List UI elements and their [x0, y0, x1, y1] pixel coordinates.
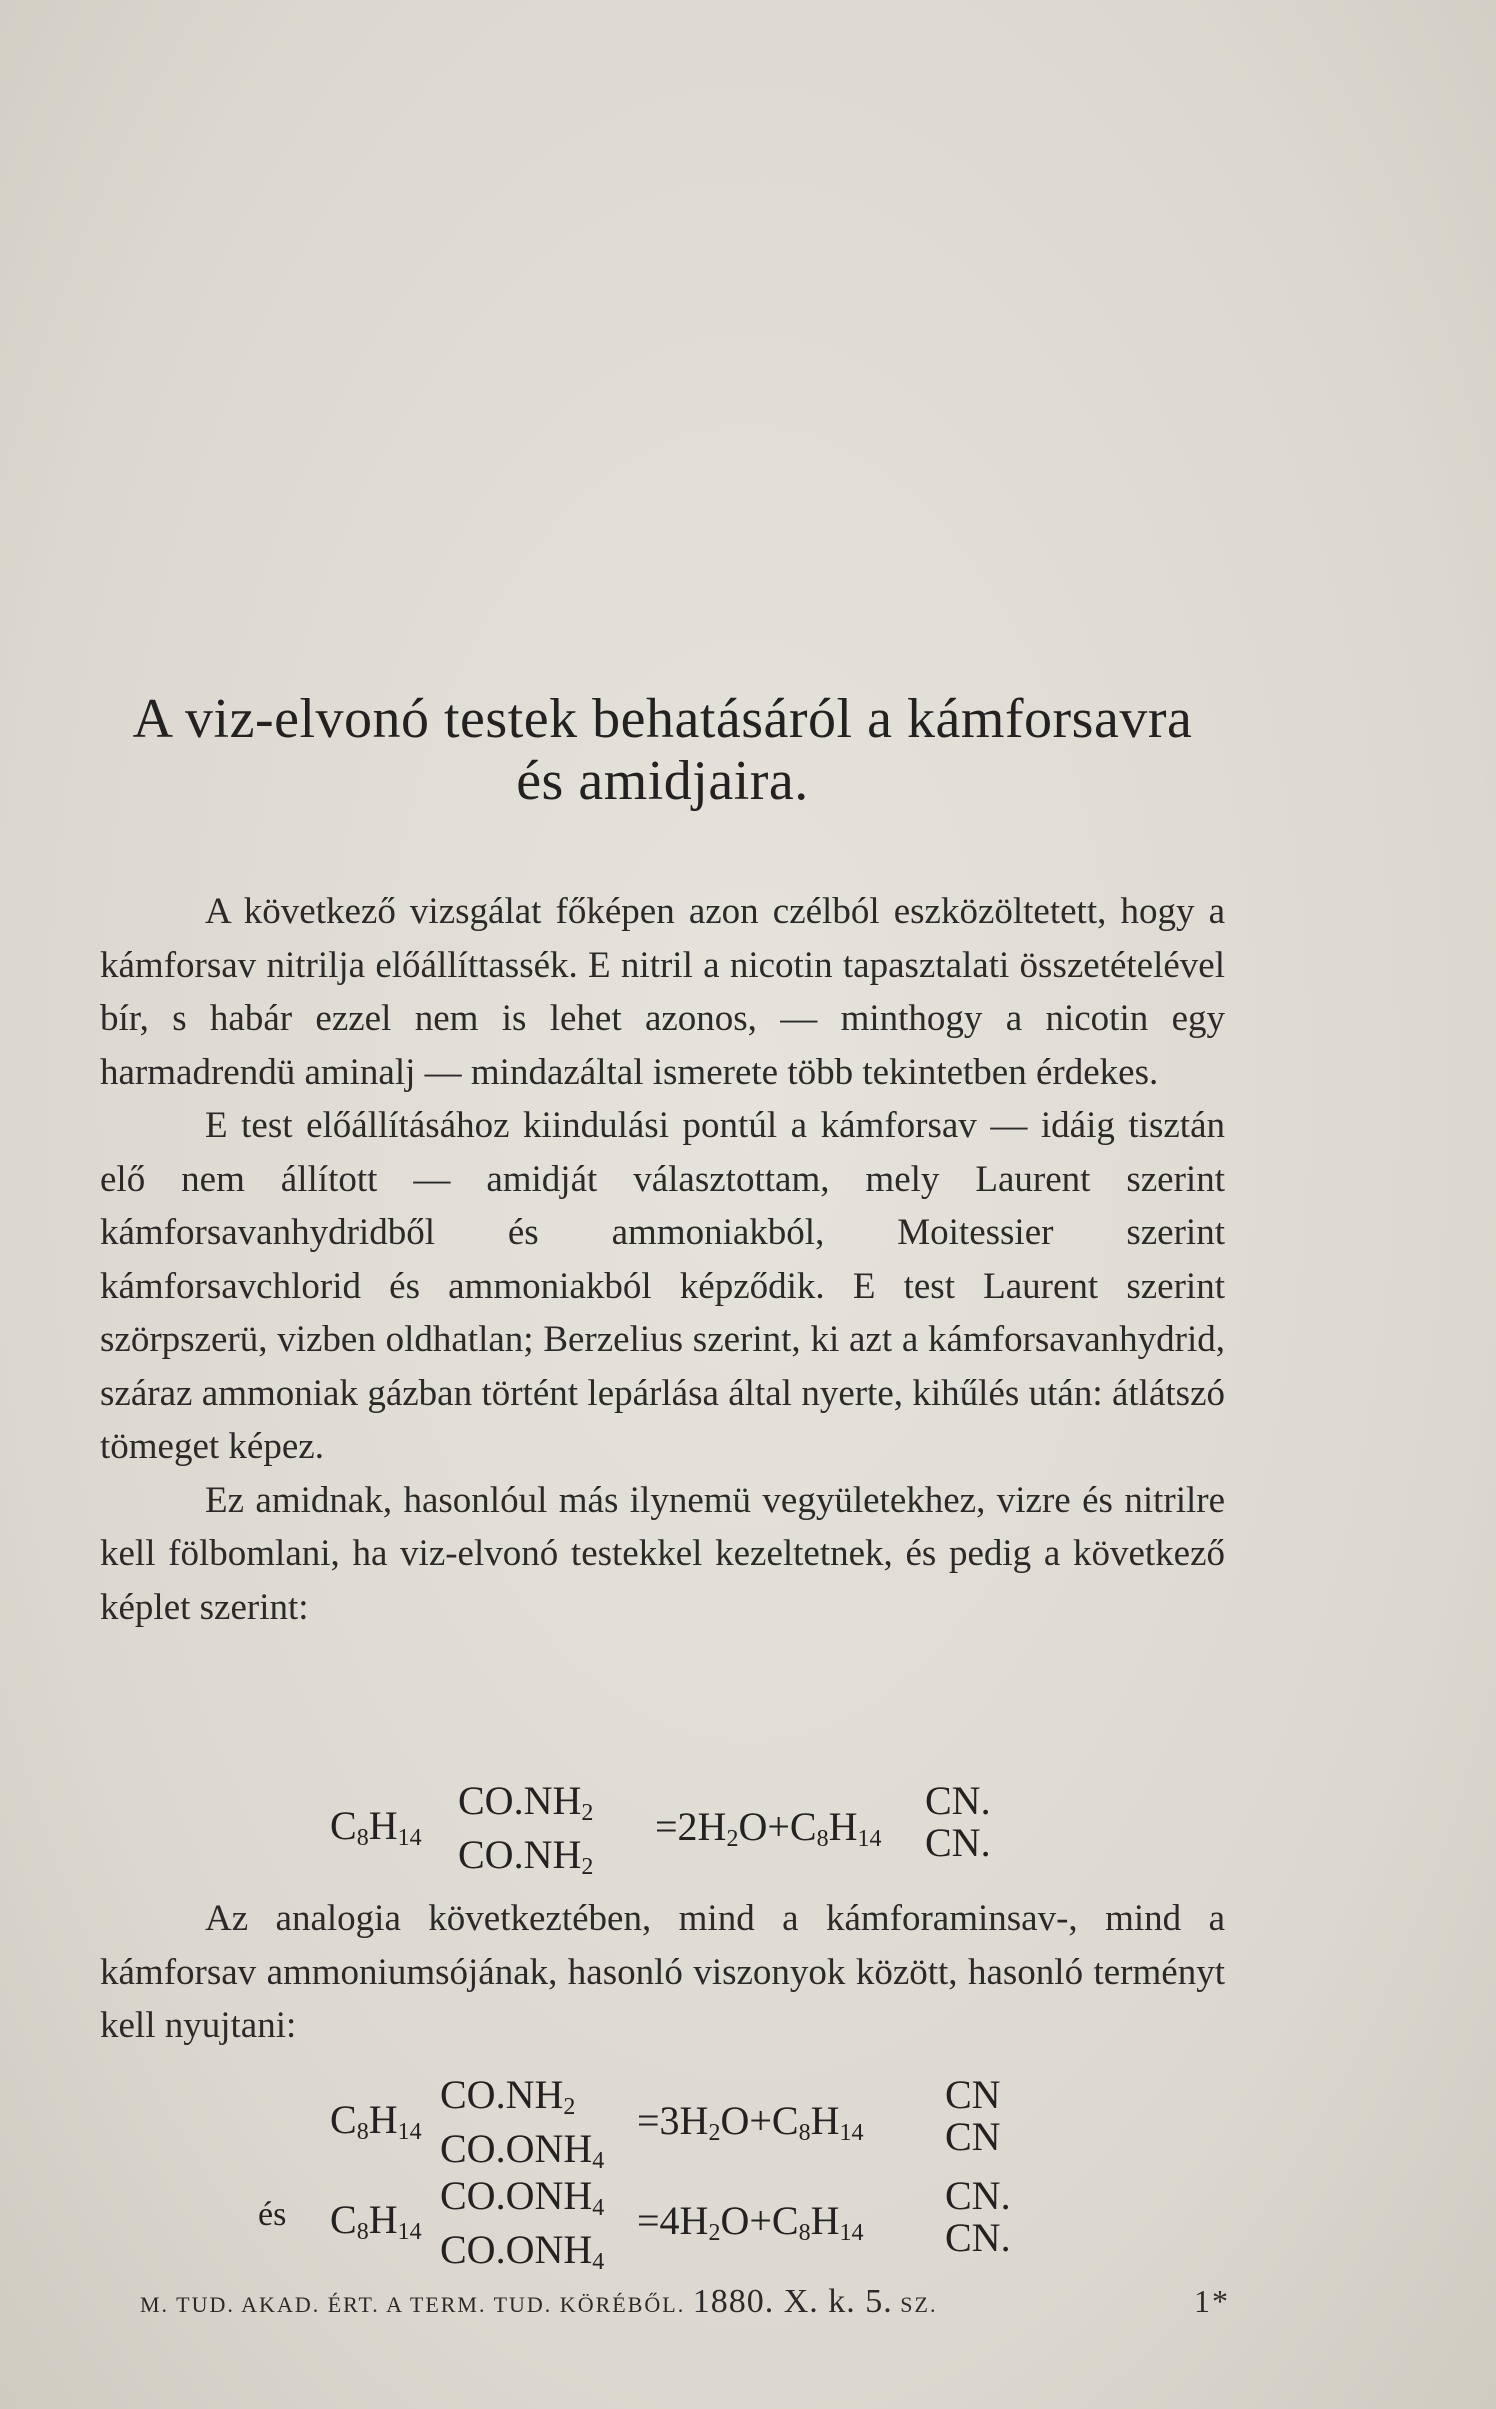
formula-2-groups: $CO.NH_2$ $CO.ONH_4$	[440, 2072, 605, 2174]
issue-sz: SZ.	[900, 2292, 938, 2317]
article-title	[100, 688, 1225, 812]
formula-3-rhs: $=4H_2O+C_8H_{14}$	[637, 2198, 864, 2246]
formula-1-nitrile-groups: CN. CN.	[925, 1778, 991, 1865]
paragraph-4: Az analogia következtében, mind a kámforaminsav-, mind a kámforsav ammoniumsójának, hasonló viszonyok között, hasonló terményt kell nyujtani:	[100, 1898, 1225, 2046]
formula-2-nitrile-groups: CN CN	[945, 2072, 1001, 2159]
formula-1-amide-groups: $CO.NH_2$ $CO.NH_2$	[458, 1778, 594, 1880]
title-line-2: és amidjaira.	[516, 750, 809, 812]
formula-1: $C_8H_{14}$	[330, 1803, 422, 1851]
formula-2: $C_8H_{14}$	[330, 2097, 422, 2145]
formula-3-nitrile-groups: CN. CN.	[945, 2173, 1011, 2260]
formula-3-groups: $CO.ONH_4$ $CO.ONH_4$	[440, 2173, 605, 2275]
title-line-1: A viz-elvonó testek behatásáról a kámforsavra	[132, 688, 1193, 750]
paragraph-3: Ez amidnak, hasonlóul más ilynemü vegyületekhez, vizre és nitrilre kell fölbomlani, ha viz-elvonó testekkel kezeltetnek, és pedig a következő képlet szerint:	[100, 1479, 1225, 1628]
body-text-top	[100, 885, 1225, 1634]
signature-mark: 1*	[1194, 2283, 1230, 2319]
formula-1-rhs: $=2H_2O+C_8H_{14}$	[655, 1804, 882, 1852]
paragraph-2: E test előállításához kiindulási pontúl a kámforsav — idáig tisztán elő nem állított — amidját választottam, mely Laurent szerint kámforsavanhydridből és ammoniakból, Moitessier szerint kámforsavchlorid és ammoniakból képződik. E test Laurent szerint szörpszerü, vizben oldhatlan; Berzelius szerint, ki azt a kámforsavanhydrid, száraz ammoniak gázban történt lepárlása által nyerte, kihűlés után: átlátszó tömeget képez.	[100, 1105, 1225, 1467]
body-text-middle	[100, 1892, 1225, 2053]
formula-3: $C_8H_{14}$	[330, 2197, 422, 2245]
paragraph-1: A következő vizsgálat főképen azon czélból eszközöltetett, hogy a kámforsav nitrilja előállíttassék. E nitril a nicotin tapasztalati összetételével bír, s habár ezzel nem is lehet azonos, — minthogy a nicotin egy harmadrendü aminalj — mindazáltal ismerete több tekintetben érdekes.	[100, 891, 1225, 1093]
formula-2-rhs: $=3H_2O+C_8H_{14}$	[637, 2098, 864, 2146]
issue-info: 1880. X. k. 5.	[692, 2283, 893, 2320]
journal-name: M. TUD. AKAD. ÉRT. A TERM. TUD. KÖRÉBŐL.	[140, 2292, 686, 2317]
formula-3-prefix: és	[258, 2196, 287, 2233]
page-footer	[140, 2283, 1230, 2321]
